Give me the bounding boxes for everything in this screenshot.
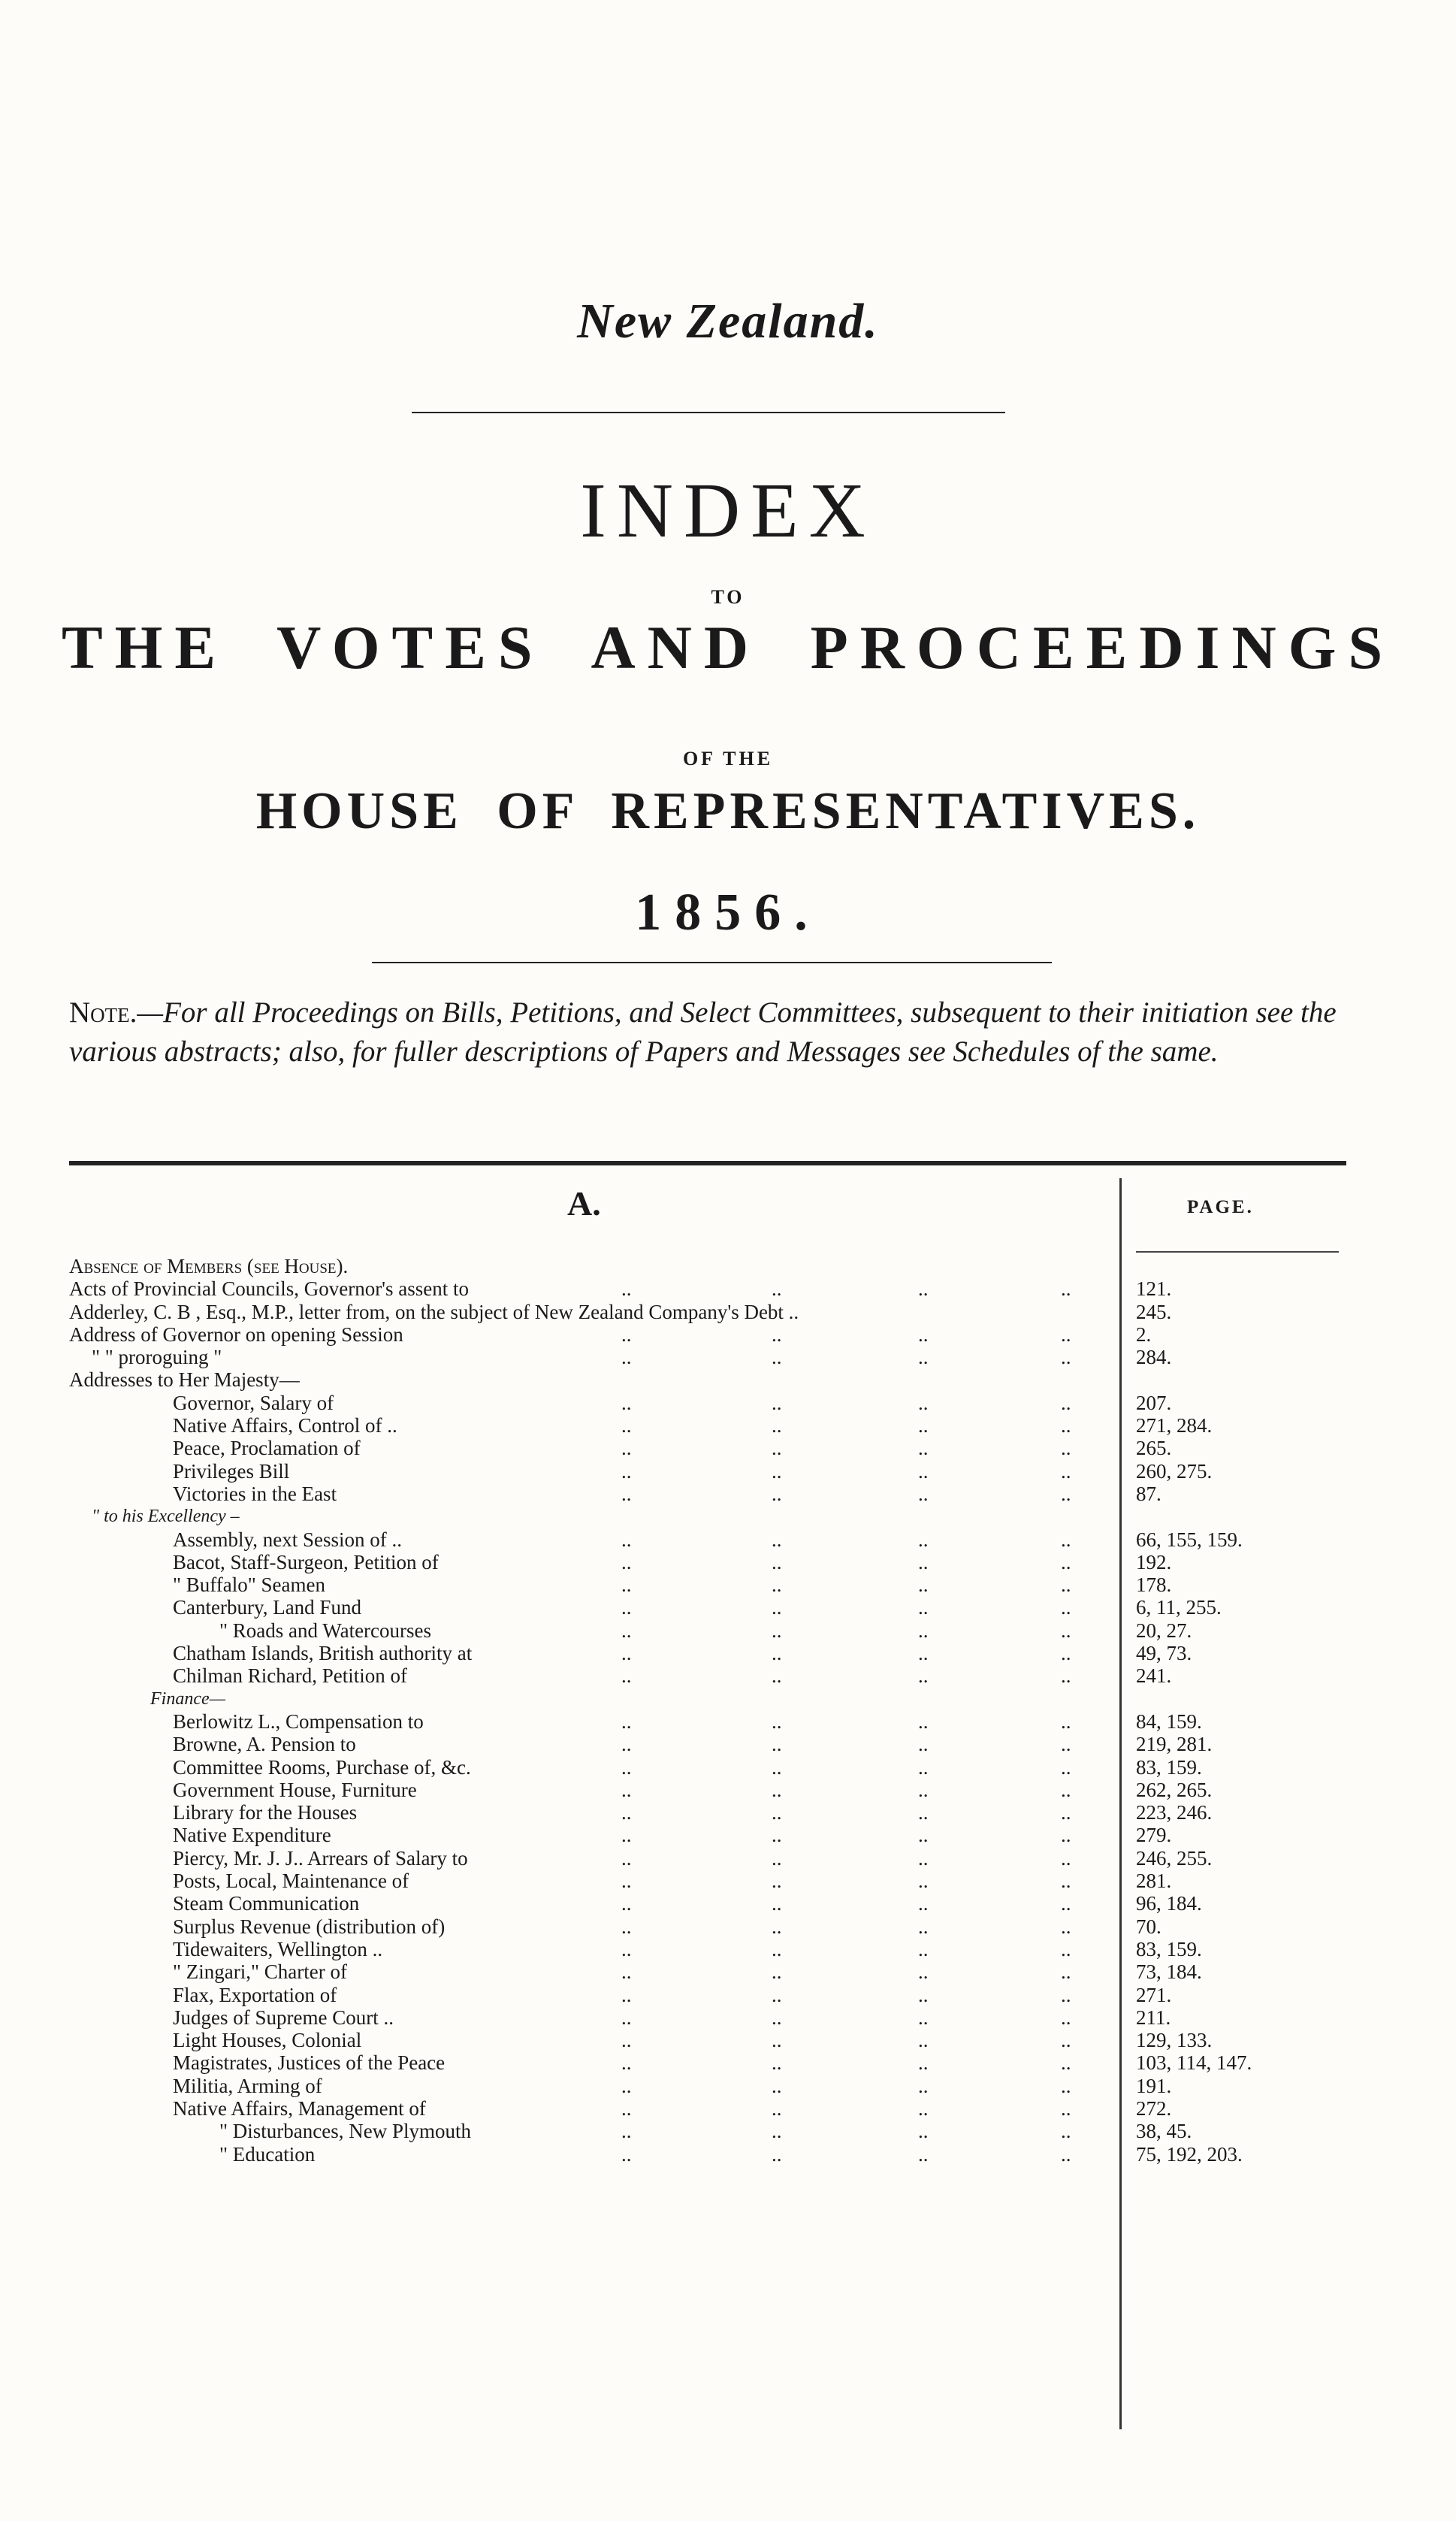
entry-page-ref: 272. <box>1136 2096 1172 2120</box>
entry-page-ref: 192. <box>1136 1550 1172 1573</box>
leader-dots: .. <box>621 1801 632 1824</box>
index-entry <box>69 1801 1361 1824</box>
entry-page-ref: 73, 184. <box>1136 1960 1202 1984</box>
leader-dots: .. <box>621 2074 632 2097</box>
leader-dots: .. <box>621 1846 632 1870</box>
leader-dots: .. <box>772 1960 782 1984</box>
leader-dots: .. <box>772 1755 782 1779</box>
entry-label: Posts, Local, Maintenance of <box>173 1870 409 1893</box>
entry-page-ref: 207. <box>1136 1391 1172 1414</box>
leader-dots: .. <box>1061 1573 1071 1597</box>
leader-dots: .. <box>621 1482 632 1505</box>
entry-page-ref: 281. <box>1136 1870 1172 1893</box>
index-entry <box>69 1551 1361 1573</box>
page-column-header: PAGE. <box>1187 1197 1254 1217</box>
entry-label: Bacot, Staff-Surgeon, Petition of <box>173 1550 439 1573</box>
leader-dots: .. <box>918 1550 929 1573</box>
entry-page-ref: 87. <box>1136 1482 1161 1505</box>
index-entry <box>69 1870 1361 1892</box>
index-entry <box>69 2006 1361 2029</box>
entry-page-ref: 121. <box>1136 1277 1172 1301</box>
leader-dots: .. <box>621 1391 632 1414</box>
leader-dots: .. <box>772 1528 782 1551</box>
entry-label: " to his Excellency – <box>92 1507 240 1527</box>
leader-dots: .. <box>621 1277 632 1301</box>
entry-page-ref: 178. <box>1136 1573 1172 1597</box>
leader-dots: .. <box>918 1733 929 1756</box>
entry-label: Native Expenditure <box>173 1824 331 1847</box>
leader-dots: .. <box>621 2120 632 2143</box>
leader-dots: .. <box>1061 1619 1071 1642</box>
leader-dots: .. <box>772 1322 782 1346</box>
leader-dots: .. <box>772 1550 782 1573</box>
entry-page-ref: 284. <box>1136 1346 1172 1369</box>
entry-label: Absence of Members (see House). <box>69 1255 349 1277</box>
index-entry <box>69 1960 1361 1983</box>
leader-dots: .. <box>918 2074 929 2097</box>
leader-dots: .. <box>918 1960 929 1984</box>
leader-dots: .. <box>772 1824 782 1847</box>
leader-dots: .. <box>772 1346 782 1369</box>
leader-dots: .. <box>621 1573 632 1597</box>
leader-dots: .. <box>772 1414 782 1437</box>
entry-page-ref: 103, 114, 147. <box>1136 2051 1252 2075</box>
index-entry <box>69 2097 1361 2120</box>
entry-page-ref: 265. <box>1136 1437 1172 1460</box>
leader-dots: .. <box>1061 1528 1071 1551</box>
leader-dots: .. <box>621 2006 632 2029</box>
index-entry <box>69 1255 1361 1277</box>
leader-dots: .. <box>918 1778 929 1801</box>
index-entry <box>69 1528 1361 1551</box>
entry-page-ref: 84, 159. <box>1136 1709 1202 1733</box>
leader-dots: .. <box>1061 2096 1071 2120</box>
leader-dots: .. <box>621 2029 632 2052</box>
leader-dots: .. <box>1061 1960 1071 1984</box>
entry-page-ref: 271, 284. <box>1136 1414 1213 1437</box>
index-entry <box>69 1779 1361 1801</box>
leader-dots: .. <box>918 2051 929 2075</box>
leader-dots: .. <box>621 1664 632 1688</box>
entry-page-ref: 38, 45. <box>1136 2120 1192 2143</box>
entry-label: " Disturbances, New Plymouth <box>219 2120 471 2143</box>
index-entry <box>69 1688 1361 1710</box>
leader-dots: .. <box>918 1915 929 1938</box>
leader-dots: .. <box>918 1459 929 1483</box>
entry-label: Surplus Revenue (distribution of) <box>173 1915 446 1938</box>
leader-dots: .. <box>918 1482 929 1505</box>
year: 1856. <box>635 884 821 942</box>
entry-label: Berlowitz L., Compensation to <box>173 1709 424 1733</box>
leader-dots: .. <box>1061 1414 1071 1437</box>
leader-dots: .. <box>621 1824 632 1847</box>
leader-dots: .. <box>1061 1892 1071 1915</box>
entry-page-ref: 70. <box>1136 1915 1161 1938</box>
entry-label: Chatham Islands, British authority at <box>173 1642 473 1665</box>
leader-dots: .. <box>621 1459 632 1483</box>
leader-dots: .. <box>1061 2074 1071 2097</box>
index-entry <box>69 1346 1361 1368</box>
entry-label: Judges of Supreme Court .. <box>173 2006 394 2029</box>
leader-dots: .. <box>1061 1664 1071 1688</box>
index-entry <box>69 1892 1361 1915</box>
leader-dots: .. <box>1061 1983 1071 2006</box>
leader-dots: .. <box>772 1733 782 1756</box>
leader-dots: .. <box>621 1642 632 1665</box>
leader-dots: .. <box>918 1346 929 1369</box>
leader-dots: .. <box>772 1482 782 1505</box>
entry-page-ref: 96, 184. <box>1136 1892 1202 1915</box>
entry-page-ref: 129, 133. <box>1136 2029 1213 2052</box>
leader-dots: .. <box>918 1801 929 1824</box>
leader-dots: .. <box>918 1846 929 1870</box>
leader-dots: .. <box>772 1619 782 1642</box>
leader-dots: .. <box>772 1709 782 1733</box>
leader-dots: .. <box>1061 1824 1071 1847</box>
leader-dots: .. <box>1061 2051 1071 2075</box>
entry-page-ref: 49, 73. <box>1136 1642 1192 1665</box>
leader-dots: .. <box>1061 1550 1071 1573</box>
leader-dots: .. <box>621 1414 632 1437</box>
leader-dots: .. <box>918 1322 929 1346</box>
house-title: HOUSE OF REPRESENTATIVES. <box>255 782 1201 840</box>
entry-label: Browne, A. Pension to <box>173 1733 356 1756</box>
index-entry <box>69 2120 1361 2142</box>
leader-dots: .. <box>772 2051 782 2075</box>
entry-label: Address of Governor on opening Session <box>69 1322 403 1346</box>
leader-dots: .. <box>1061 1733 1071 1756</box>
leader-dots: .. <box>1061 1596 1071 1619</box>
leader-dots: .. <box>621 1915 632 1938</box>
leader-dots: .. <box>772 2006 782 2029</box>
leader-dots: .. <box>621 1619 632 1642</box>
entry-label: Adderley, C. B , Esq., M.P., letter from, on the subject of New Zealand Company's Debt .. <box>69 1300 799 1323</box>
leader-dots: .. <box>1061 1437 1071 1460</box>
leader-dots: .. <box>918 1709 929 1733</box>
leader-dots: .. <box>772 1778 782 1801</box>
leader-dots: .. <box>918 1596 929 1619</box>
leader-dots: .. <box>621 1960 632 1984</box>
leader-dots: .. <box>918 2120 929 2143</box>
index-entry <box>69 2051 1361 2074</box>
entry-label: Committee Rooms, Purchase of, &c. <box>173 1755 471 1779</box>
leader-dots: .. <box>1061 1642 1071 1665</box>
entry-label: Finance— <box>150 1688 225 1709</box>
leader-dots: .. <box>621 1528 632 1551</box>
leader-dots: .. <box>1061 1391 1071 1414</box>
entry-label: Tidewaiters, Wellington .. <box>173 1937 383 1960</box>
leader-dots: .. <box>621 1870 632 1893</box>
leader-dots: .. <box>1061 2029 1071 2052</box>
leader-dots: .. <box>918 1642 929 1665</box>
leader-dots: .. <box>918 1528 929 1551</box>
entry-page-ref: 2. <box>1136 1322 1152 1346</box>
entry-label: Privileges Bill <box>173 1459 290 1483</box>
index-entry <box>69 1756 1361 1779</box>
index-entry <box>69 2075 1361 2097</box>
leader-dots: .. <box>772 1437 782 1460</box>
leader-dots: .. <box>772 1277 782 1301</box>
leader-dots: .. <box>772 1664 782 1688</box>
leader-dots: .. <box>772 2142 782 2166</box>
entry-label: Peace, Proclamation of <box>173 1437 361 1460</box>
entry-page-ref: 223, 246. <box>1136 1801 1213 1824</box>
entry-label: Victories in the East <box>173 1482 337 1505</box>
leader-dots: .. <box>621 1322 632 1346</box>
entry-page-ref: 246, 255. <box>1136 1846 1213 1870</box>
index-entry <box>69 1414 1361 1437</box>
leader-dots: .. <box>1061 1778 1071 1801</box>
leader-dots: .. <box>918 2006 929 2029</box>
year-rule <box>372 962 1052 963</box>
index-entry <box>69 1392 1361 1414</box>
entry-label: " Buffalo" Seamen <box>173 1573 326 1597</box>
index-entry <box>69 1664 1361 1687</box>
index-entry <box>69 1596 1361 1619</box>
section-letter: A. <box>567 1184 601 1223</box>
leader-dots: .. <box>918 1870 929 1893</box>
leader-dots: .. <box>621 2142 632 2166</box>
leader-dots: .. <box>1061 1755 1071 1779</box>
leader-dots: .. <box>1061 1846 1071 1870</box>
leader-dots: .. <box>1061 1937 1071 1960</box>
leader-dots: .. <box>1061 1915 1071 1938</box>
leader-dots: .. <box>621 1778 632 1801</box>
index-entry <box>69 1323 1361 1346</box>
leader-dots: .. <box>918 1664 929 1688</box>
leader-dots: .. <box>1061 1346 1071 1369</box>
leader-dots: .. <box>918 1619 929 1642</box>
leader-dots: .. <box>918 2142 929 2166</box>
entry-label: Steam Communication <box>173 1892 360 1915</box>
index-entry <box>69 1824 1361 1846</box>
index-entry <box>69 1915 1361 1938</box>
of-the-label: OF THE <box>682 748 774 769</box>
new-zealand-heading: New Zealand. <box>577 294 879 349</box>
entry-label: " Roads and Watercourses <box>219 1619 432 1642</box>
index-entry <box>69 1619 1361 1642</box>
leader-dots: .. <box>1061 2120 1071 2143</box>
leader-dots: .. <box>621 1937 632 1960</box>
note-text: —For all Proceedings on Bills, Petitions, and Select Committees, subsequent to their initiation see the various abstracts; also, for fuller descriptions of Papers and Messages see Schedules of the same. <box>69 996 1337 1068</box>
leader-dots: .. <box>621 1983 632 2006</box>
index-entry <box>69 1642 1361 1664</box>
leader-dots: .. <box>772 1801 782 1824</box>
leader-dots: .. <box>772 1391 782 1414</box>
index-entry <box>69 1301 1361 1323</box>
index-entries <box>69 1255 1361 2166</box>
entry-label: Light Houses, Colonial <box>173 2029 362 2052</box>
votes-proceedings-title: THE VOTES AND PROCEEDINGS <box>61 613 1395 682</box>
leader-dots: .. <box>1061 1482 1071 1505</box>
entry-label: " Zingari," Charter of <box>173 1960 347 1984</box>
entry-label: Government House, Furniture <box>173 1778 417 1801</box>
entry-page-ref: 271. <box>1136 1983 1172 2006</box>
leader-dots: .. <box>1061 1709 1071 1733</box>
entry-label: Chilman Richard, Petition of <box>173 1664 407 1688</box>
leader-dots: .. <box>918 1824 929 1847</box>
index-entry <box>69 1847 1361 1870</box>
entry-page-ref: 241. <box>1136 1664 1172 1688</box>
entry-page-ref: 219, 281. <box>1136 1733 1213 1756</box>
leader-dots: .. <box>918 1277 929 1301</box>
index-entry <box>69 1437 1361 1459</box>
entry-page-ref: 260, 275. <box>1136 1459 1213 1483</box>
leader-dots: .. <box>772 1915 782 1938</box>
entry-page-ref: 245. <box>1136 1300 1172 1323</box>
entry-label: Native Affairs, Control of .. <box>173 1414 397 1437</box>
entry-page-ref: 211. <box>1136 2006 1171 2029</box>
leader-dots: .. <box>621 1550 632 1573</box>
leader-dots: .. <box>918 1391 929 1414</box>
leader-dots: .. <box>1061 2142 1071 2166</box>
index-title: INDEX <box>580 467 876 554</box>
entry-page-ref: 279. <box>1136 1824 1172 1847</box>
leader-dots: .. <box>772 1642 782 1665</box>
entry-label: Addresses to Her Majesty— <box>69 1368 300 1392</box>
index-entry <box>69 1573 1361 1596</box>
to-label: TO <box>711 586 745 608</box>
leader-dots: .. <box>918 1983 929 2006</box>
leader-dots: .. <box>1061 1277 1071 1301</box>
leader-dots: .. <box>1061 2006 1071 2029</box>
index-entry <box>69 1984 1361 2006</box>
leader-dots: .. <box>1061 1459 1071 1483</box>
leader-dots: .. <box>772 2074 782 2097</box>
entry-label: Governor, Salary of <box>173 1391 334 1414</box>
leader-dots: .. <box>772 1870 782 1893</box>
index-entry <box>69 1710 1361 1733</box>
page-header-underline <box>1136 1251 1339 1253</box>
note-label: Note. <box>69 996 137 1029</box>
leader-dots: .. <box>772 2029 782 2052</box>
leader-dots: .. <box>621 2051 632 2075</box>
entry-label: Native Affairs, Management of <box>173 2096 426 2120</box>
leader-dots: .. <box>918 2096 929 2120</box>
leader-dots: .. <box>918 1437 929 1460</box>
index-entry <box>69 1505 1361 1528</box>
entry-page-ref: 191. <box>1136 2074 1172 2097</box>
leader-dots: .. <box>772 1459 782 1483</box>
leader-dots: .. <box>772 1892 782 1915</box>
entry-label: Canterbury, Land Fund <box>173 1596 361 1619</box>
leader-dots: .. <box>621 1596 632 1619</box>
leader-dots: .. <box>1061 1322 1071 1346</box>
entry-label: " Education <box>219 2142 316 2166</box>
entry-page-ref: 262, 265. <box>1136 1778 1213 1801</box>
leader-dots: .. <box>621 2096 632 2120</box>
entry-page-ref: 20, 27. <box>1136 1619 1192 1642</box>
index-entry <box>69 1733 1361 1755</box>
leader-dots: .. <box>621 1755 632 1779</box>
leader-dots: .. <box>772 1596 782 1619</box>
entry-page-ref: 83, 159. <box>1136 1755 1202 1779</box>
leader-dots: .. <box>772 2120 782 2143</box>
entry-label: Piercy, Mr. J. J.. Arrears of Salary to <box>173 1846 468 1870</box>
index-entry <box>69 1460 1361 1483</box>
index-entry <box>69 1483 1361 1505</box>
entry-label: Magistrates, Justices of the Peace <box>173 2051 446 2075</box>
leader-dots: .. <box>918 1892 929 1915</box>
leader-dots: .. <box>1061 1801 1071 1824</box>
leader-dots: .. <box>621 1346 632 1369</box>
entry-page-ref: 6, 11, 255. <box>1136 1596 1222 1619</box>
entry-page-ref: 83, 159. <box>1136 1937 1202 1960</box>
entry-label: Assembly, next Session of .. <box>173 1528 402 1551</box>
leader-dots: .. <box>772 2096 782 2120</box>
leader-dots: .. <box>918 2029 929 2052</box>
leader-dots: .. <box>621 1437 632 1460</box>
leader-dots: .. <box>772 1983 782 2006</box>
entry-page-ref: 75, 192, 203. <box>1136 2142 1243 2166</box>
leader-dots: .. <box>918 1937 929 1960</box>
index-entry <box>69 1368 1361 1391</box>
index-entry <box>69 2143 1361 2166</box>
leader-dots: .. <box>772 1846 782 1870</box>
leader-dots: .. <box>621 1733 632 1756</box>
entry-label: Flax, Exportation of <box>173 1983 337 2006</box>
entry-label: Militia, Arming of <box>173 2074 322 2097</box>
index-entry <box>69 1277 1361 1300</box>
leader-dots: .. <box>918 1414 929 1437</box>
entry-label: Acts of Provincial Councils, Governor's assent to <box>69 1277 470 1301</box>
index-entry <box>69 1938 1361 1960</box>
leader-dots: .. <box>1061 1870 1071 1893</box>
index-entry <box>69 2029 1361 2051</box>
leader-dots: .. <box>918 1573 929 1597</box>
top-rule <box>412 412 1005 413</box>
section-rule <box>69 1161 1346 1165</box>
leader-dots: .. <box>621 1892 632 1915</box>
entry-label: " " proroguing " <box>92 1346 222 1369</box>
entry-label: Library for the Houses <box>173 1801 358 1824</box>
leader-dots: .. <box>772 1937 782 1960</box>
note-paragraph <box>69 993 1376 1072</box>
leader-dots: .. <box>918 1755 929 1779</box>
entry-page-ref: 66, 155, 159. <box>1136 1528 1243 1551</box>
leader-dots: .. <box>772 1573 782 1597</box>
leader-dots: .. <box>621 1709 632 1733</box>
